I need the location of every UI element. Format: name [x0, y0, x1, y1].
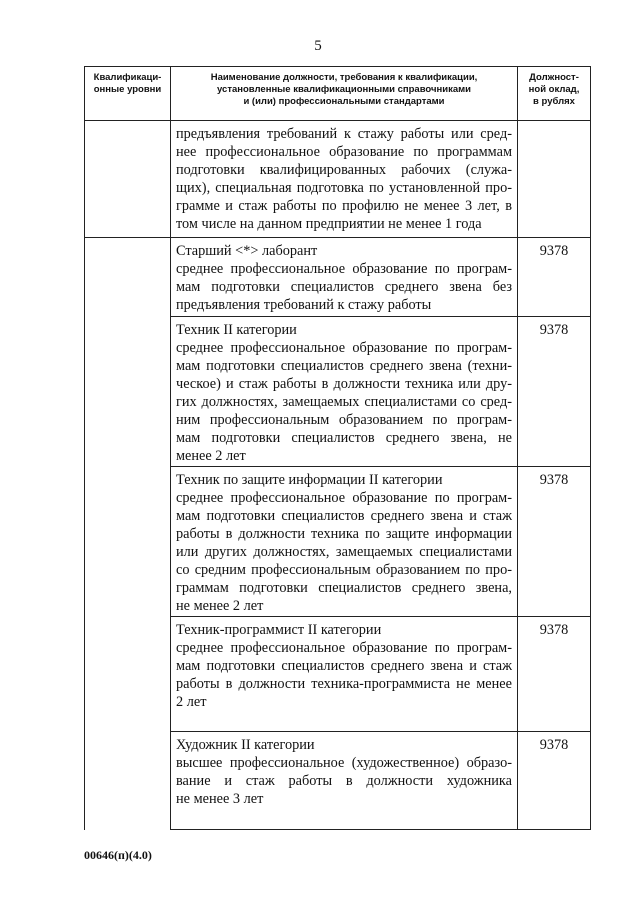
description-line: среднее профессиональное образование по програм- [176, 490, 512, 506]
description-line: среднее профессиональное образование по програм- [176, 261, 512, 277]
header-text: онные уровни [93, 84, 162, 95]
header-salary [518, 67, 591, 121]
header-position-requirements [171, 67, 518, 121]
salary-cell: 9378 [518, 238, 591, 317]
description-line: граммам подготовки специалистов среднего звена, [176, 580, 512, 596]
qualification-level-cell [85, 317, 171, 467]
description-line: не менее 2 лет [176, 598, 264, 614]
salary-cell [518, 121, 591, 238]
qualification-table [84, 66, 591, 830]
description-line: ческое) и стаж работы в должности техника или дру- [176, 376, 512, 392]
description-line: со средним профессиональным образованием по про- [176, 562, 512, 578]
header-text: и (или) профессиональными стандартами [243, 96, 445, 107]
table-header-row [85, 67, 591, 121]
description-line: предъявления требований к стажу работы или сред- [176, 126, 512, 142]
qualification-level-cell [85, 732, 171, 830]
description-line: мам подготовки специалистов среднего звена, не [176, 430, 512, 446]
position-description-cell [171, 121, 518, 238]
description-line: Старший <*> лаборант [176, 243, 318, 259]
salary-cell: 9378 [518, 317, 591, 467]
qualification-level-cell [85, 121, 171, 238]
description-line: мам подготовки специалистов среднего звена без [176, 279, 512, 295]
salary-cell: 9378 [518, 617, 591, 732]
description-line: нее профессиональное образование по программам [176, 144, 512, 160]
header-text: Квалификаци- [93, 72, 162, 83]
description-line: работы в должности техника по защите информации [176, 526, 512, 542]
position-description-cell [171, 617, 518, 732]
qualification-level-cell [85, 467, 171, 617]
description-line: мам подготовки специалистов среднего звена и стаж [176, 508, 512, 524]
description-line: щих), специальная подготовка по установленной про- [176, 180, 512, 196]
header-text: Должност- [529, 72, 579, 83]
table-row [85, 732, 591, 830]
qualification-level-cell [85, 238, 171, 317]
description-line: среднее профессиональное образование по програм- [176, 640, 512, 656]
description-line: среднее профессиональное образование по програм- [176, 340, 512, 356]
table-row [85, 617, 591, 732]
salary-cell: 9378 [518, 467, 591, 617]
document-code: 00646(п)(4.0) [84, 848, 152, 862]
description-line: грамме и стаж работы по профилю не менее 3 лет, в [176, 198, 512, 214]
salary-cell: 9378 [518, 732, 591, 830]
description-line: предъявления требований к стажу работы [176, 297, 432, 313]
description-line: вание и стаж работы в должности художника [176, 773, 512, 789]
table-row [85, 238, 591, 317]
description-line: Техник II категории [176, 322, 297, 338]
table-row [85, 121, 591, 238]
description-line: не менее 3 лет [176, 791, 264, 807]
description-line: подготовки квалифицированных рабочих (служа- [176, 162, 512, 178]
description-line: высшее профессиональное (художественное) образо- [176, 755, 512, 771]
header-text: в рублях [533, 96, 575, 107]
description-line: мам подготовки специалистов среднего звена и стаж [176, 658, 512, 674]
description-line: Техник-программист II категории [176, 622, 382, 638]
page-number: 5 [314, 38, 322, 54]
qualification-level-cell [85, 617, 171, 732]
description-line: Техник по защите информации II категории [176, 472, 443, 488]
position-description-cell [171, 317, 518, 467]
table-row [85, 467, 591, 617]
description-line: гих должностях, замещаемых специалистами со сред- [176, 394, 512, 410]
header-text: Наименование должности, требования к квалификации, [210, 72, 478, 83]
description-line: Художник II категории [176, 737, 315, 753]
description-line: работы в должности техника-программиста не менее [176, 676, 512, 692]
header-text: ной оклад, [528, 84, 580, 95]
position-description-cell [171, 732, 518, 830]
description-line: менее 2 лет [176, 448, 246, 464]
header-qualification-levels [85, 67, 171, 121]
description-line: мам подготовки специалистов среднего звена (техни- [176, 358, 512, 374]
position-description-cell [171, 467, 518, 617]
description-line: или других должностях, замещаемых специалистами [176, 544, 512, 560]
description-line: ним профессиональным образованием по програм- [176, 412, 512, 428]
position-description-cell [171, 238, 518, 317]
table-row [85, 317, 591, 467]
description-line: том числе на данном предприятии не менее 1 года [176, 216, 482, 232]
header-text: установленные квалификационными справочниками [216, 84, 471, 95]
description-line: 2 лет [176, 694, 207, 710]
